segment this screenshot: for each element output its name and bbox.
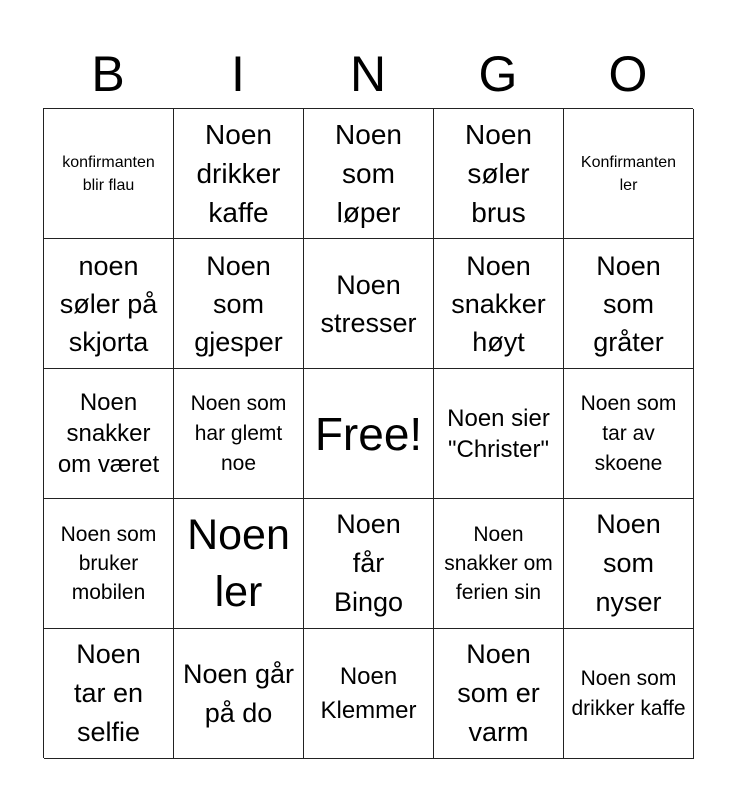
cell-text: Noen går på do xyxy=(182,658,295,728)
cell-text: Noen stresser xyxy=(320,269,417,338)
bingo-cell[interactable] xyxy=(44,629,174,759)
bingo-cell[interactable] xyxy=(304,629,434,759)
cell-text: Noen som bruker mobilen xyxy=(60,523,157,604)
cell-text: Noen som tar av skoene xyxy=(580,391,677,475)
header-letter-i: I xyxy=(231,46,245,102)
cell-text: Noen snakker om ferien sin xyxy=(444,523,553,604)
cell-text: Noen snakker høyt xyxy=(451,250,546,357)
bingo-cell[interactable] xyxy=(174,109,304,239)
bingo-cell[interactable] xyxy=(304,239,434,369)
cell-text: Noen som gjesper xyxy=(194,250,283,357)
bingo-cell[interactable] xyxy=(434,239,564,369)
bingo-cell[interactable] xyxy=(304,499,434,629)
bingo-cell[interactable] xyxy=(44,239,174,369)
header-letter-g: G xyxy=(478,46,518,102)
cell-text: Noen drikker kaffe xyxy=(196,119,281,228)
bingo-cell[interactable] xyxy=(434,499,564,629)
cell-text: noen søler på skjorta xyxy=(59,250,158,357)
cell-text: konfirmanten blir flau xyxy=(62,153,155,194)
cell-text: Noen som er varm xyxy=(457,639,540,747)
cell-text: Noen som drikker kaffe xyxy=(571,666,686,720)
cell-text: Noen som gråter xyxy=(593,250,664,357)
cell-text: Noen snakker om været xyxy=(57,389,160,478)
bingo-cell[interactable] xyxy=(434,109,564,239)
cell-text: Noen Klemmer xyxy=(320,662,417,724)
header-letter-o: O xyxy=(608,46,648,102)
cell-text: Noen som nyser xyxy=(595,509,662,617)
bingo-cell-free[interactable] xyxy=(304,369,434,499)
bingo-cell[interactable] xyxy=(434,629,564,759)
bingo-cell[interactable] xyxy=(174,629,304,759)
header-letter-b: B xyxy=(91,46,125,102)
cell-text: Konfirmanten ler xyxy=(580,153,677,194)
bingo-cell[interactable] xyxy=(174,369,304,499)
bingo-cell[interactable] xyxy=(564,239,694,369)
cell-text: Noen søler brus xyxy=(465,119,532,228)
bingo-cell[interactable] xyxy=(564,109,694,239)
cell-text: Noen sier "Christer" xyxy=(447,404,550,463)
bingo-cell[interactable] xyxy=(174,239,304,369)
bingo-cell[interactable] xyxy=(304,109,434,239)
bingo-cell[interactable] xyxy=(564,369,694,499)
bingo-cell[interactable] xyxy=(564,629,694,759)
bingo-cell[interactable] xyxy=(44,499,174,629)
bingo-cell[interactable] xyxy=(174,499,304,629)
cell-text: Noen som løper xyxy=(335,119,402,228)
bingo-cell[interactable] xyxy=(44,109,174,239)
cell-text: Noen som har glemt noe xyxy=(190,391,287,475)
bingo-cell[interactable] xyxy=(564,499,694,629)
bingo-header xyxy=(43,40,693,108)
header-letter-n: N xyxy=(349,46,387,102)
bingo-cell[interactable] xyxy=(434,369,564,499)
cell-text: Noen tar en selfie xyxy=(73,639,144,747)
cell-text: Free! xyxy=(314,407,423,460)
bingo-cell[interactable] xyxy=(44,369,174,499)
bingo-grid xyxy=(43,108,693,758)
cell-text: Noen får Bingo xyxy=(333,509,404,617)
cell-text: Noen ler xyxy=(187,510,290,616)
